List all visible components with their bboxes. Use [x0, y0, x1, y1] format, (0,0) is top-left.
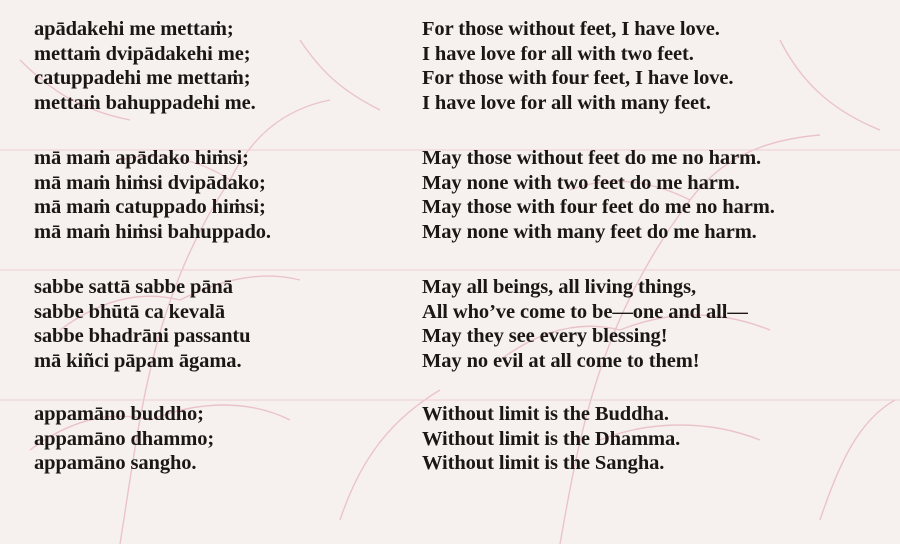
english-line: May all beings, all living things,	[422, 276, 696, 298]
english-line: May those without feet do me no harm.	[422, 147, 762, 169]
english-line: For those with four feet, I have love.	[422, 67, 734, 89]
english-line: Without limit is the Sangha.	[422, 452, 665, 474]
english-line: For those without feet, I have love.	[422, 18, 720, 40]
pali-line: mā maṁ apādako hiṁsi;	[34, 147, 249, 169]
stanza-3-pali	[34, 275, 250, 373]
english-line: May no evil at all come to them!	[422, 349, 700, 372]
english-line: May those with four feet do me no harm.	[422, 196, 775, 218]
stanza-3-english	[422, 275, 748, 373]
pali-line: mā kiñci pāpam āgama.	[34, 349, 242, 372]
stanza-1-english	[422, 17, 733, 115]
pali-line: catuppadehi me mettaṁ;	[34, 67, 251, 89]
pali-line: appamāno sangho.	[34, 452, 197, 474]
pali-line: mā maṁ catuppado hiṁsi;	[34, 196, 266, 218]
stanza-4-pali	[34, 402, 214, 476]
pali-line: sabbe sattā sabbe pānā	[34, 276, 233, 298]
english-line: May none with two feet do me harm.	[422, 171, 740, 194]
english-line: I have love for all with many feet.	[422, 91, 711, 114]
stanza-2-english	[422, 146, 775, 244]
pali-line: sabbe bhūtā ca kevalā	[34, 300, 225, 323]
pali-line: mettaṁ bahuppadehi me.	[34, 91, 256, 114]
pali-line: mā maṁ hiṁsi bahuppado.	[34, 220, 271, 243]
english-line: I have love for all with two feet.	[422, 42, 694, 65]
pali-line: appamāno dhammo;	[34, 427, 215, 450]
stanza-1-pali	[34, 17, 256, 115]
stanza-4-english	[422, 402, 680, 476]
english-line: May they see every blessing!	[422, 325, 668, 347]
pali-line: mettaṁ dvipādakehi me;	[34, 42, 251, 65]
english-line: Without limit is the Dhamma.	[422, 427, 681, 450]
pali-line: appamāno buddho;	[34, 403, 204, 425]
pali-line: apādakehi me mettaṁ;	[34, 18, 234, 40]
english-line: All who’ve come to be—one and all—	[422, 300, 748, 323]
stanza-2-pali	[34, 146, 271, 244]
pali-line: sabbe bhadrāni passantu	[34, 325, 251, 347]
english-line: May none with many feet do me harm.	[422, 220, 757, 243]
english-line: Without limit is the Buddha.	[422, 403, 669, 425]
pali-line: mā maṁ hiṁsi dvipādako;	[34, 171, 266, 194]
